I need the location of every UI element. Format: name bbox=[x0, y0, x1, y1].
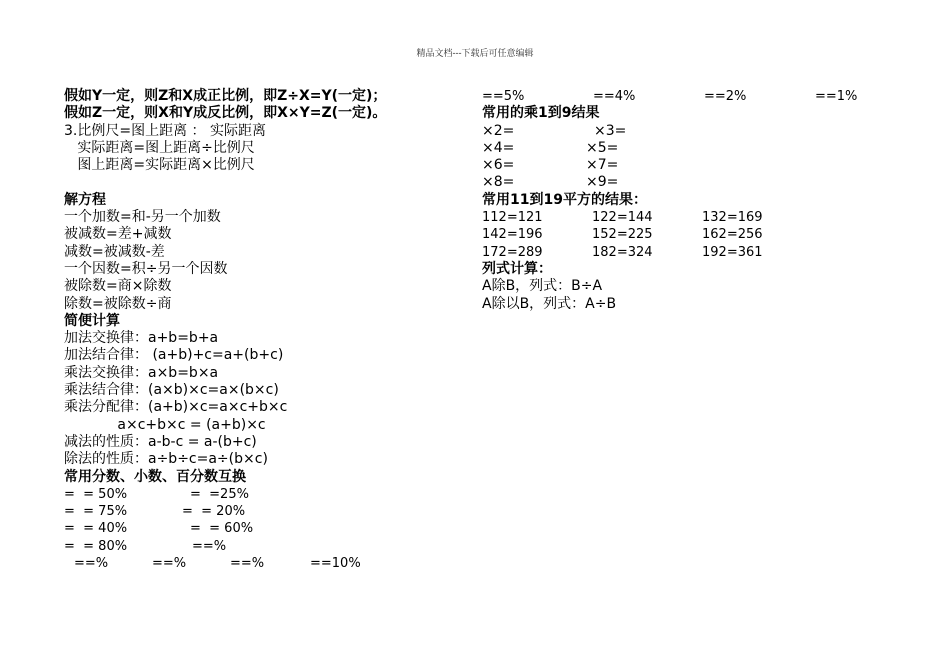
section-heading: 解方程 bbox=[64, 191, 106, 208]
text-line: a×c+b×c = (a+b)×c bbox=[64, 416, 266, 433]
page-header: 精品文档---下载后可任意编辑 bbox=[416, 49, 534, 59]
fraction-cell: = = 40% bbox=[64, 521, 128, 537]
fraction-row bbox=[64, 486, 386, 503]
percent-cell: ==% bbox=[74, 556, 109, 572]
squares-cell: 122=144 bbox=[592, 210, 653, 226]
fraction-cell: = =25% bbox=[190, 486, 249, 502]
mult-cell: ×8= bbox=[482, 174, 515, 191]
percent-row bbox=[64, 555, 386, 572]
mult-cell: ×2= bbox=[482, 122, 515, 139]
squares-row bbox=[482, 226, 857, 243]
squares-cell: 152=225 bbox=[592, 227, 653, 243]
squares-cell: 112=121 bbox=[482, 210, 543, 226]
text-line: 减法的性质：a-b-c = a-(b+c) bbox=[64, 433, 257, 450]
fraction-row bbox=[64, 503, 386, 520]
percent-cell: ==1% bbox=[815, 89, 858, 104]
mult-cell: ×7= bbox=[586, 157, 619, 174]
percent-row bbox=[482, 88, 857, 105]
mult-cell: ×9= bbox=[586, 174, 619, 191]
text-line: 乘法分配律：(a+b)×c=a×c+b×c bbox=[64, 399, 288, 416]
text-line: 图上距离=实际距离×比例尺 bbox=[64, 157, 255, 174]
fraction-cell: = = 80% bbox=[64, 538, 128, 554]
text-line: 假如Y一定，则Z和X成正比例，即Z÷X=Y(一定)； bbox=[64, 88, 387, 104]
fraction-cell: = = 60% bbox=[190, 521, 254, 537]
section-heading: 常用的乘1到9结果 bbox=[482, 105, 600, 122]
fraction-cell: = = 75% bbox=[64, 504, 128, 520]
percent-cell: ==4% bbox=[593, 89, 636, 104]
mult-cell: ×4= bbox=[482, 139, 515, 156]
text-line: 3.比例尺=图上距离 ： 实际距离 bbox=[64, 122, 266, 139]
mult-row bbox=[482, 140, 857, 157]
text-line: 实际距离=图上距离÷比例尺 bbox=[64, 139, 255, 156]
mult-row bbox=[482, 123, 857, 140]
text-line: 加法交换律：a+b=b+a bbox=[64, 330, 219, 347]
percent-cell: ==10% bbox=[310, 556, 361, 572]
section-heading: 简便计算 bbox=[64, 312, 120, 329]
mult-row bbox=[482, 157, 857, 174]
fraction-row bbox=[64, 520, 386, 537]
text-line: 加法结合律： (a+b)+c=a+(b+c) bbox=[64, 347, 284, 364]
fraction-row bbox=[64, 538, 386, 555]
mult-row bbox=[482, 174, 857, 191]
text-line: 除数=被除数÷商 bbox=[64, 295, 172, 312]
squares-cell: 162=256 bbox=[702, 227, 763, 243]
text-line: 假如Z一定，则X和Y成反比例，即X×Y=Z(一定)。 bbox=[64, 105, 387, 122]
squares-cell: 132=169 bbox=[702, 210, 763, 226]
fraction-cell: = = 50% bbox=[64, 486, 128, 502]
text-line: 乘法交换律：a×b=b×a bbox=[64, 364, 219, 381]
section-heading: 列式计算： bbox=[482, 260, 552, 277]
squares-row bbox=[482, 244, 857, 261]
squares-cell: 182=324 bbox=[592, 244, 653, 260]
percent-cell: ==2% bbox=[704, 89, 747, 104]
text-line: A除B，列式：B÷A bbox=[482, 278, 603, 295]
fraction-cell: = = 20% bbox=[182, 504, 246, 520]
section-heading: 常用11到19平方的结果： bbox=[482, 191, 647, 208]
text-line: 被减数=差+减数 bbox=[64, 226, 172, 243]
text-line: 除法的性质：a÷b÷c=a÷(b×c) bbox=[64, 451, 268, 468]
squares-cell: 142=196 bbox=[482, 227, 543, 243]
squares-row bbox=[482, 209, 857, 226]
text-line: A除以B，列式：A÷B bbox=[482, 295, 617, 312]
text-line: 减数=被减数-差 bbox=[64, 243, 165, 260]
fraction-cell: ==% bbox=[192, 538, 227, 554]
text-line: 一个加数=和-另一个加数 bbox=[64, 209, 221, 226]
section-heading: 常用分数、小数、百分数互换 bbox=[64, 468, 246, 485]
right-column bbox=[482, 88, 857, 313]
text-line: 被除数=商×除数 bbox=[64, 278, 172, 295]
text-line: 一个因数=积÷另一个因数 bbox=[64, 260, 228, 277]
squares-cell: 172=289 bbox=[482, 244, 543, 260]
left-column bbox=[64, 88, 386, 572]
squares-cell: 192=361 bbox=[702, 244, 763, 260]
percent-cell: ==% bbox=[230, 556, 265, 572]
mult-cell: ×3= bbox=[594, 122, 627, 139]
mult-cell: ×6= bbox=[482, 157, 515, 174]
percent-cell: ==% bbox=[152, 556, 187, 572]
percent-cell: ==5% bbox=[482, 89, 525, 104]
mult-cell: ×5= bbox=[586, 139, 619, 156]
text-line: 乘法结合律：(a×b)×c=a×(b×c) bbox=[64, 382, 279, 399]
